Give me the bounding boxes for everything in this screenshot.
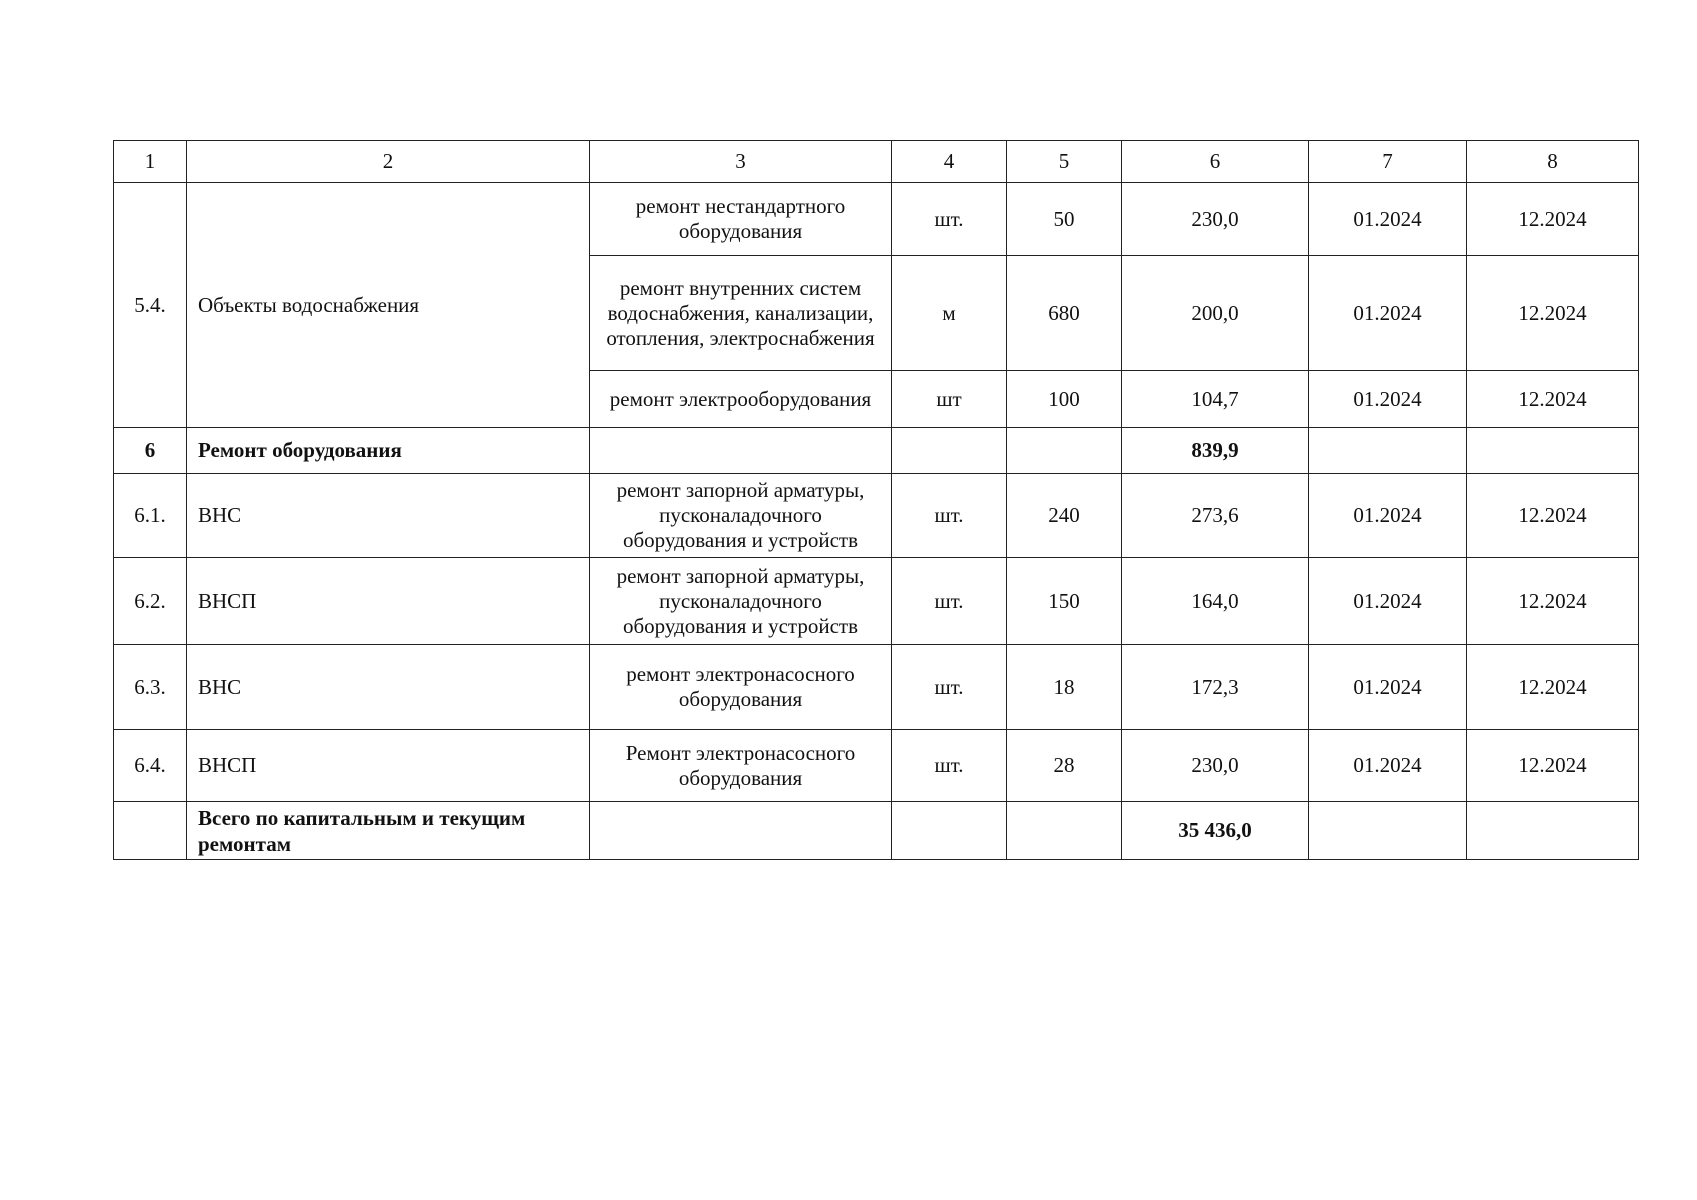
start-date: 01.2024: [1309, 645, 1467, 730]
cost: 164,0: [1122, 558, 1309, 645]
cost: 172,3: [1122, 645, 1309, 730]
cost: 230,0: [1122, 183, 1309, 256]
empty-cell: [1309, 428, 1467, 474]
start-date: 01.2024: [1309, 730, 1467, 802]
object-name: ВНСП: [187, 558, 590, 645]
total-cost: 35 436,0: [1122, 802, 1309, 860]
start-date: 01.2024: [1309, 183, 1467, 256]
cost: 230,0: [1122, 730, 1309, 802]
work-description: ремонт запорной арматуры, пусконаладочного оборудования и устройств: [590, 474, 892, 558]
end-date: 12.2024: [1467, 645, 1639, 730]
start-date: 01.2024: [1309, 371, 1467, 428]
quantity: 150: [1007, 558, 1122, 645]
unit: шт: [892, 371, 1007, 428]
table-row: [114, 558, 1639, 645]
empty-cell: [1467, 802, 1639, 860]
header-cell-8: 8: [1467, 141, 1639, 183]
end-date: 12.2024: [1467, 183, 1639, 256]
unit: шт.: [892, 730, 1007, 802]
cost: 273,6: [1122, 474, 1309, 558]
quantity: 100: [1007, 371, 1122, 428]
quantity: 240: [1007, 474, 1122, 558]
end-date: 12.2024: [1467, 256, 1639, 371]
start-date: 01.2024: [1309, 474, 1467, 558]
table-row: [114, 730, 1639, 802]
start-date: 01.2024: [1309, 256, 1467, 371]
object-name: ВНС: [187, 645, 590, 730]
end-date: 12.2024: [1467, 371, 1639, 428]
header-cell-5: 5: [1007, 141, 1122, 183]
start-date: 01.2024: [1309, 558, 1467, 645]
header-cell-2: 2: [187, 141, 590, 183]
end-date: 12.2024: [1467, 730, 1639, 802]
header-cell-3: 3: [590, 141, 892, 183]
header-cell-6: 6: [1122, 141, 1309, 183]
repair-plan-table: [113, 140, 1639, 860]
header-row: [114, 141, 1639, 183]
table-row: [114, 474, 1639, 558]
work-description: ремонт внутренних систем водоснабжения, канализации, отопления, электроснабжения: [590, 256, 892, 371]
row-number: 6.4.: [114, 730, 187, 802]
object-name: Объекты водоснабжения: [187, 183, 590, 428]
work-description: ремонт электронасосного оборудования: [590, 645, 892, 730]
unit: м: [892, 256, 1007, 371]
row-number: 6.3.: [114, 645, 187, 730]
work-description: ремонт нестандартного оборудования: [590, 183, 892, 256]
section-title: Ремонт оборудования: [187, 428, 590, 474]
empty-cell: [590, 802, 892, 860]
cost: 200,0: [1122, 256, 1309, 371]
unit: шт.: [892, 183, 1007, 256]
section-cost: 839,9: [1122, 428, 1309, 474]
header-cell-1: 1: [114, 141, 187, 183]
empty-cell: [1309, 802, 1467, 860]
header-cell-7: 7: [1309, 141, 1467, 183]
end-date: 12.2024: [1467, 474, 1639, 558]
table-row: [114, 645, 1639, 730]
empty-cell: [892, 802, 1007, 860]
quantity: 50: [1007, 183, 1122, 256]
work-description: ремонт запорной арматуры, пусконаладочного оборудования и устройств: [590, 558, 892, 645]
empty-cell: [1007, 802, 1122, 860]
header-cell-4: 4: [892, 141, 1007, 183]
table-row: [114, 183, 1639, 256]
empty-cell: [590, 428, 892, 474]
total-row: [114, 802, 1639, 860]
unit: шт.: [892, 645, 1007, 730]
empty-cell: [114, 802, 187, 860]
quantity: 28: [1007, 730, 1122, 802]
section-number: 6: [114, 428, 187, 474]
row-number: 6.2.: [114, 558, 187, 645]
total-label: Всего по капитальным и текущим ремонтам: [187, 802, 590, 860]
object-name: ВНСП: [187, 730, 590, 802]
work-description: Ремонт электронасосного оборудования: [590, 730, 892, 802]
empty-cell: [1467, 428, 1639, 474]
row-number: 5.4.: [114, 183, 187, 428]
quantity: 18: [1007, 645, 1122, 730]
object-name: ВНС: [187, 474, 590, 558]
quantity: 680: [1007, 256, 1122, 371]
work-description: ремонт электрооборудования: [590, 371, 892, 428]
row-number: 6.1.: [114, 474, 187, 558]
empty-cell: [892, 428, 1007, 474]
unit: шт.: [892, 558, 1007, 645]
section-row: [114, 428, 1639, 474]
empty-cell: [1007, 428, 1122, 474]
cost: 104,7: [1122, 371, 1309, 428]
end-date: 12.2024: [1467, 558, 1639, 645]
unit: шт.: [892, 474, 1007, 558]
